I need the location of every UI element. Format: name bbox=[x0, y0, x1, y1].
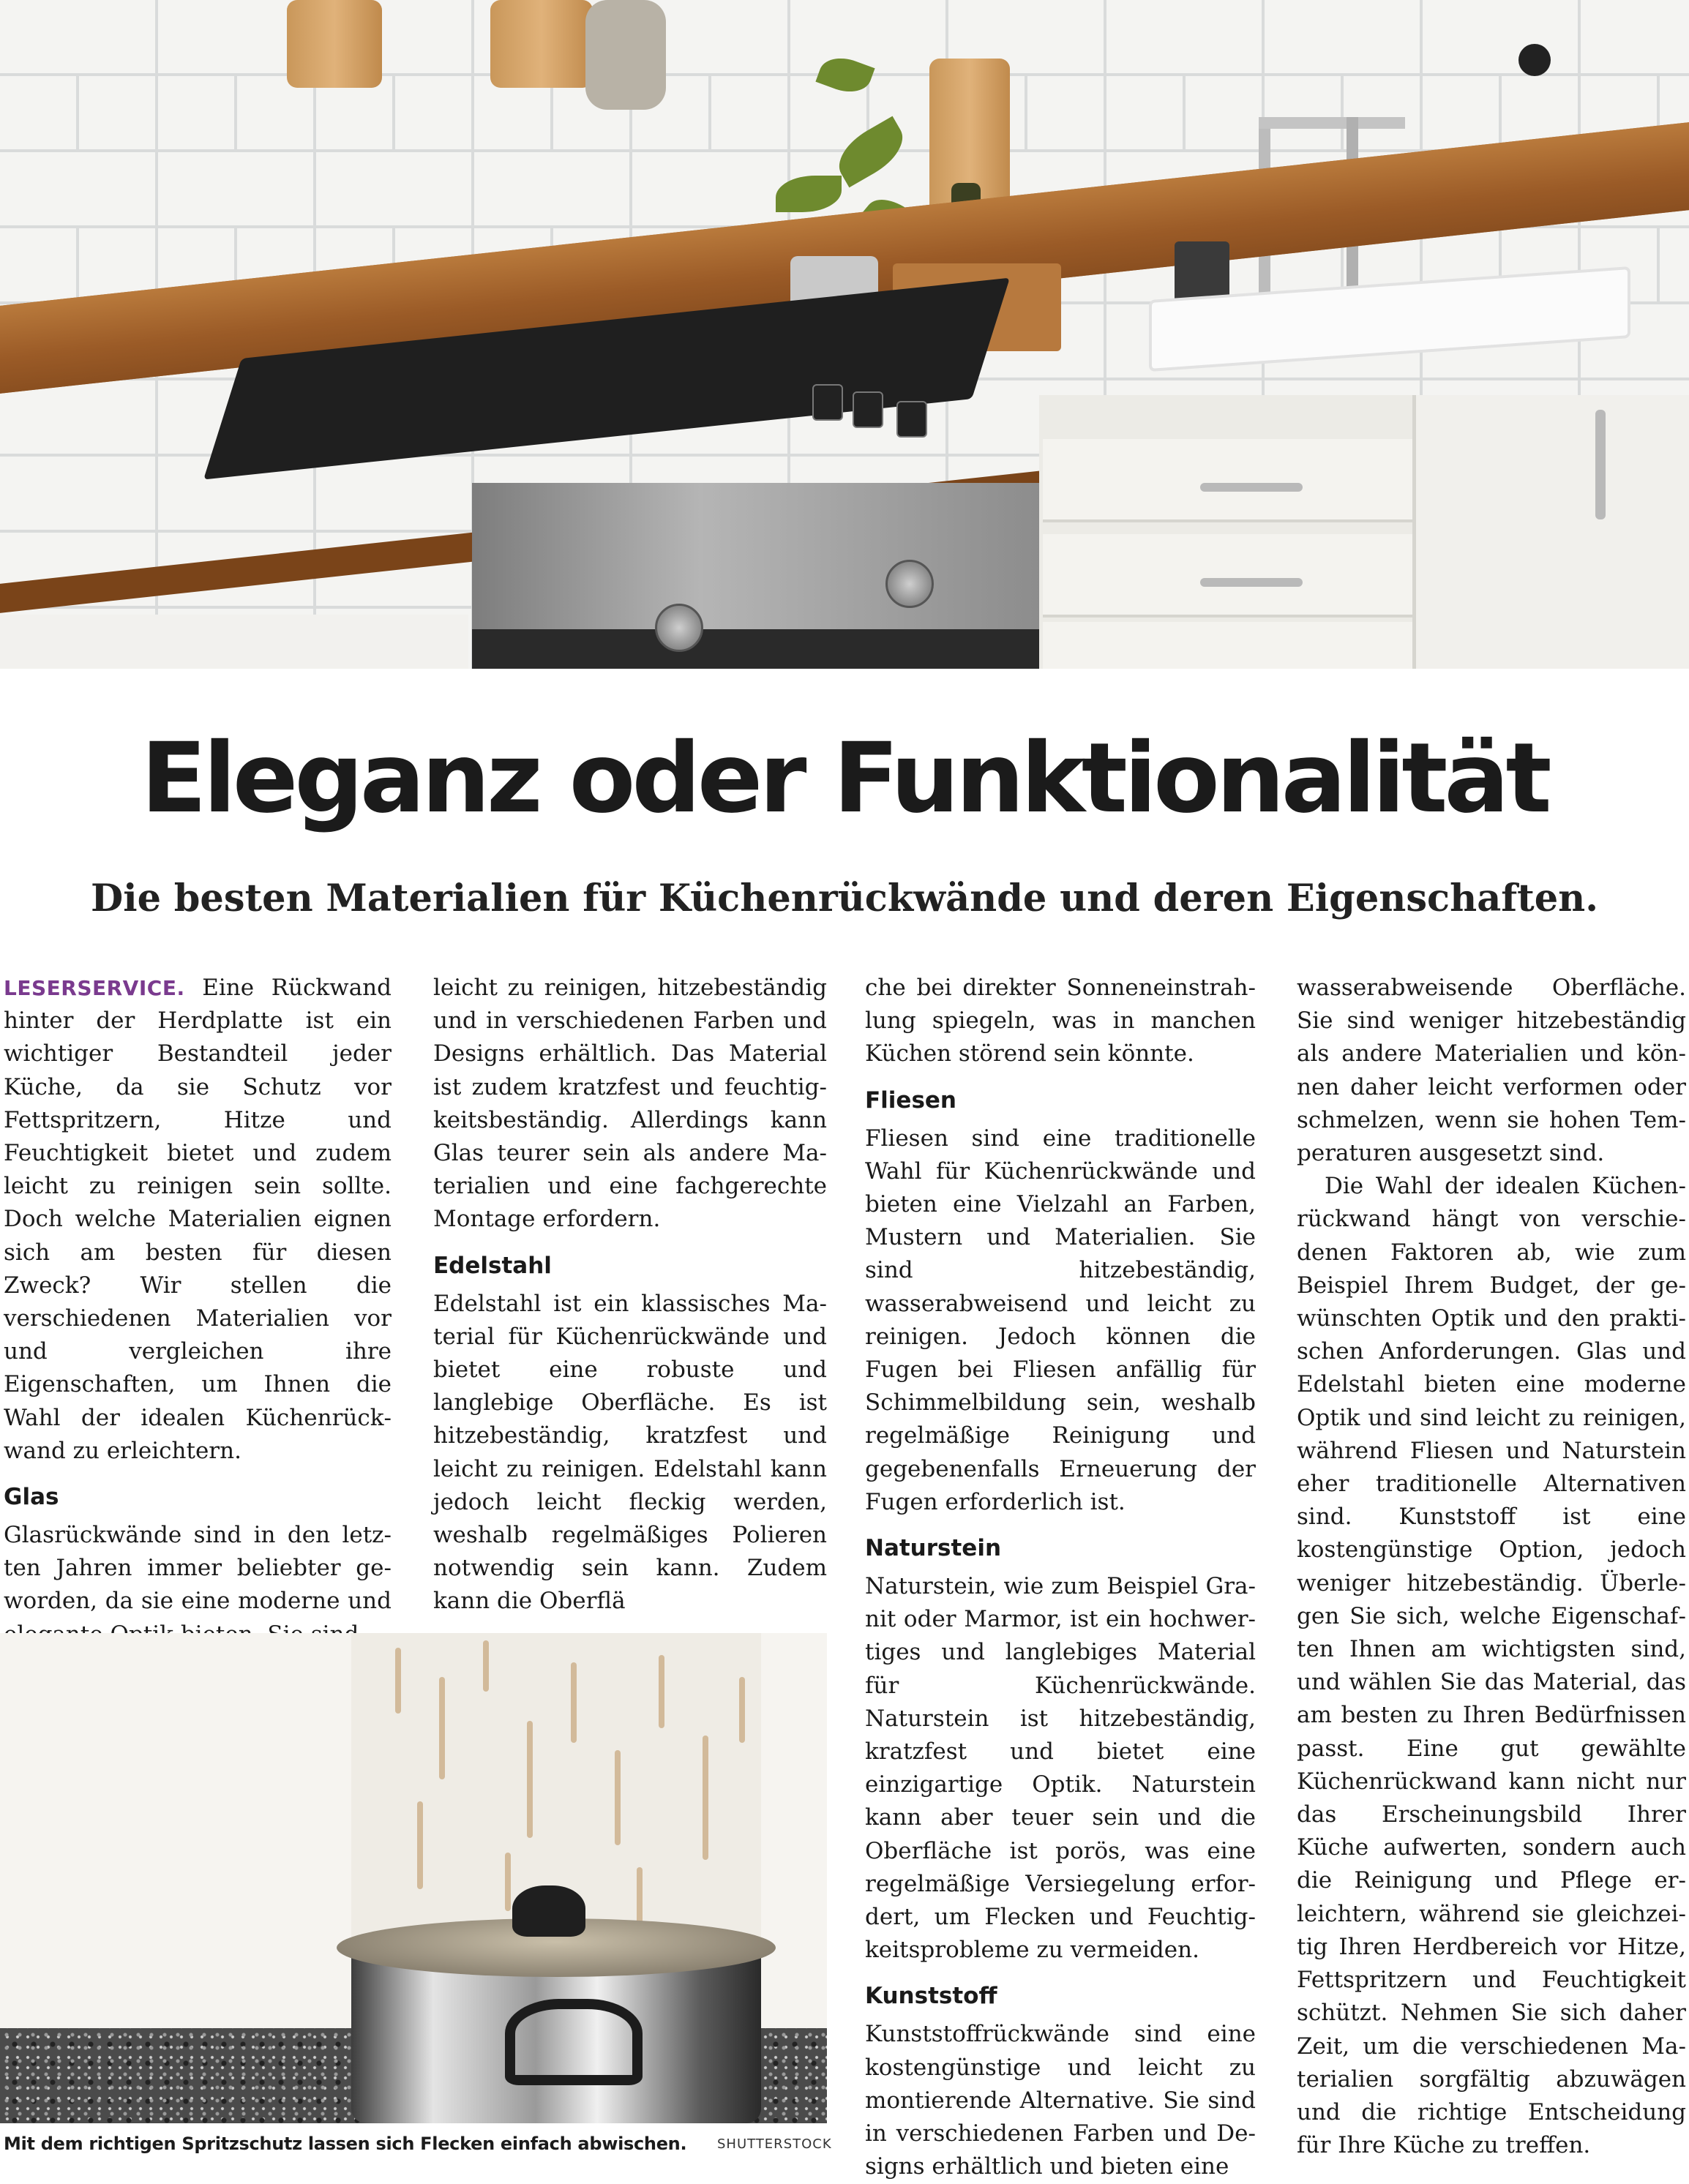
splashback-photo bbox=[0, 1633, 827, 2123]
photo-credit: SHUTTERSTOCK bbox=[717, 2136, 832, 2152]
edelstahl-text: Edelstahl ist ein klassisches Material für Küchenrückwände und bietet eine robuste und langlebige Oberfläche. Es ist hitzebeständig, kratzfest und leicht zu reinigen. Edelstahl kann jedoch leicht fleckig werden, weshalb regelmäßiges Polieren notwendig sein kann. Zudem kann die Oberflä bbox=[433, 1290, 827, 1615]
section-heading-naturstein: Naturstein bbox=[865, 1535, 1002, 1562]
oven-mitt bbox=[585, 0, 666, 110]
oven-knob bbox=[885, 560, 934, 608]
wall-panel bbox=[0, 1633, 353, 2043]
column-3 bbox=[865, 972, 1256, 2184]
grease-stain bbox=[527, 1721, 533, 1838]
cabinet-door bbox=[1412, 395, 1689, 669]
grease-stain bbox=[615, 1750, 621, 1845]
drawer bbox=[1043, 534, 1416, 618]
cutting-board bbox=[490, 0, 593, 88]
oven-door bbox=[472, 629, 1043, 669]
cabinet bbox=[0, 615, 468, 669]
column-4 bbox=[1297, 972, 1686, 2162]
grease-stain bbox=[659, 1655, 664, 1728]
wall-panel bbox=[761, 1633, 827, 2043]
section-heading-kunststoff: Kunststoff bbox=[865, 1983, 997, 2010]
drawer-handle bbox=[1200, 578, 1303, 587]
faucet-arm bbox=[1259, 117, 1405, 129]
grease-stain bbox=[395, 1648, 401, 1714]
column-1 bbox=[4, 972, 392, 1651]
naturstein-text: Naturstein, wie zum Beispiel Granit oder Marmor, ist ein hochwertiges und langlebiges Material für Küchenrückwände. Naturstein ist hitzebeständig, kratzfest und bietet eine einzigartige Optik. Naturstein kann aber teuer sein und die Oberfläche ist porös, was eine regelmäßige Versiegelung erfordert, um Flecken und Feuchtigkeitsprobleme zu vermeiden. bbox=[865, 1573, 1256, 1964]
grease-stain bbox=[483, 1640, 489, 1692]
lid-knob bbox=[512, 1885, 585, 1937]
fliesen-text: Fliesen sind eine traditionelle Wahl für Küchenrückwände und bieten eine Vielzahl an Farben, Mustern und Materialien. Sie sind hitzebeständig, wasserabweisend und leicht zu reinigen. Jedoch können die Fugen bei Fliesen anfällig für Schimmelbildung sein, weshalb regelmäßige Reinigung und gegebenenfalls Erneuerung der Fugen erforderlich ist. bbox=[865, 1125, 1256, 1515]
cooktop-knob bbox=[853, 391, 883, 428]
pot-handle bbox=[505, 1999, 643, 2085]
grease-stain bbox=[703, 1735, 708, 1860]
drawer-handle bbox=[1200, 483, 1303, 492]
column-2 bbox=[433, 972, 827, 1618]
drawer bbox=[1043, 439, 1416, 522]
cooktop-knob bbox=[896, 401, 927, 438]
intro-text: Eine Rückwand hinter der Herdplatte ist ein wichtiger Bestandteil jeder Küche, da sie Schutz vor Fettspritzern, Hitze und Feuchtigkeit bietet und zudem leicht zu reinigen sein sollte. Doch welche Materialien eignen sich am besten für diesen Zweck? Wir stellen die verschiedenen Materialien vor und vergleichen ihre Eigenschaften, um Ihnen die Wahl der idealen Küchenrückwand zu erleichtern. bbox=[4, 975, 392, 1464]
cooktop-knob bbox=[812, 384, 843, 421]
glas-text: Glasrückwände sind in den letzten Jahren immer beliebter geworden, da sie eine moderne und bbox=[4, 1522, 392, 1615]
glas-text-continued: leicht zu reinigen, hitzebeständig und in verschiedenen Farben und Designs erhältlich. Das Material ist zudem kratzfest und feuchtigkeitsbeständig. Allerdings kann Glas teurer sein als andere Materialien und eine fachgerechte Montage erfordern. bbox=[433, 975, 827, 1233]
edelstahl-text-continued: che bei direkter Sonneneinstrahlung spiegeln, was in manchen Küchen störend sein könnte. bbox=[865, 975, 1256, 1067]
subheadline: Die besten Materialien für Küchenrückwände und deren Eigenschaften. bbox=[90, 877, 1599, 920]
section-heading-fliesen: Fliesen bbox=[865, 1087, 956, 1114]
grease-stain bbox=[505, 1853, 511, 1911]
door-handle bbox=[1595, 410, 1606, 519]
cutting-board bbox=[287, 0, 382, 88]
grease-stain bbox=[417, 1801, 423, 1889]
kunststoff-text-continued: wasserabweisende Oberfläche. Sie sind weniger hitzebeständig als andere Materialien und können daher leicht verformen oder schmelzen, wenn sie hohen Temperaturen ausgesetzt sind. bbox=[1297, 975, 1686, 1167]
section-heading-glas: Glas bbox=[4, 1484, 59, 1511]
section-heading-edelstahl: Edelstahl bbox=[433, 1252, 552, 1279]
photo-caption: Mit dem richtigen Spritzschutz lassen sich Flecken einfach abwischen. bbox=[4, 2134, 687, 2154]
kunststoff-text: Kunststoffrückwände sind eine kostengünstige und leicht zu montierende Alternative. Sie sind in verschiedenen Farben und Designs erhältlich und bieten eine bbox=[865, 2021, 1256, 2180]
plant-leaf bbox=[776, 176, 842, 212]
drawer bbox=[1043, 622, 1416, 669]
grease-stain bbox=[439, 1677, 445, 1779]
kicker: LESERSERVICE. bbox=[4, 976, 185, 1000]
conclusion-paragraph: Die Wahl der idealen Küchenrückwand hängt von verschiedenen Faktoren ab, wie zum Beispiel Ihrem Budget, der gewünschten Optik und den praktischen Anforderungen. Glas und Edelstahl bieten eine moderne Optik und sind leicht zu reinigen, während Fliesen und Naturstein eher traditionelle Alternativen sind. Kunststoff ist eine kostengünstige Option, jedoch weniger hitzebeständig. Überlegen Sie sich, welche Eigenschaften Ihnen am wichtigsten sind, und wählen Sie das Material, das am besten zu Ihren Bedürfnissen passt. Eine gut gewählte Küchenrückwand kann nicht nur das Erscheinungsbild Ihrer Küche aufwerten, sondern auch die Reinigung und Pflege erleichtern, während sie gleichzeitig Ihren Herdbereich vor Hitze, Fettspritzern und Feuchtigkeit schützt. Nehmen Sie sich daher Zeit, um die verschiedenen Materialien sorgfältig abzuwägen und die richtige Entscheidung für Ihre Küche zu treffen. bbox=[1297, 1173, 1686, 2159]
dish-brush bbox=[1518, 44, 1551, 76]
intro-paragraph bbox=[4, 972, 392, 1468]
grease-stain bbox=[739, 1677, 745, 1743]
grease-stain bbox=[571, 1662, 577, 1743]
headline: Eleganz oder Funktionalität bbox=[141, 722, 1548, 835]
oven-knob bbox=[655, 604, 703, 652]
kitchen-photo bbox=[0, 0, 1689, 669]
